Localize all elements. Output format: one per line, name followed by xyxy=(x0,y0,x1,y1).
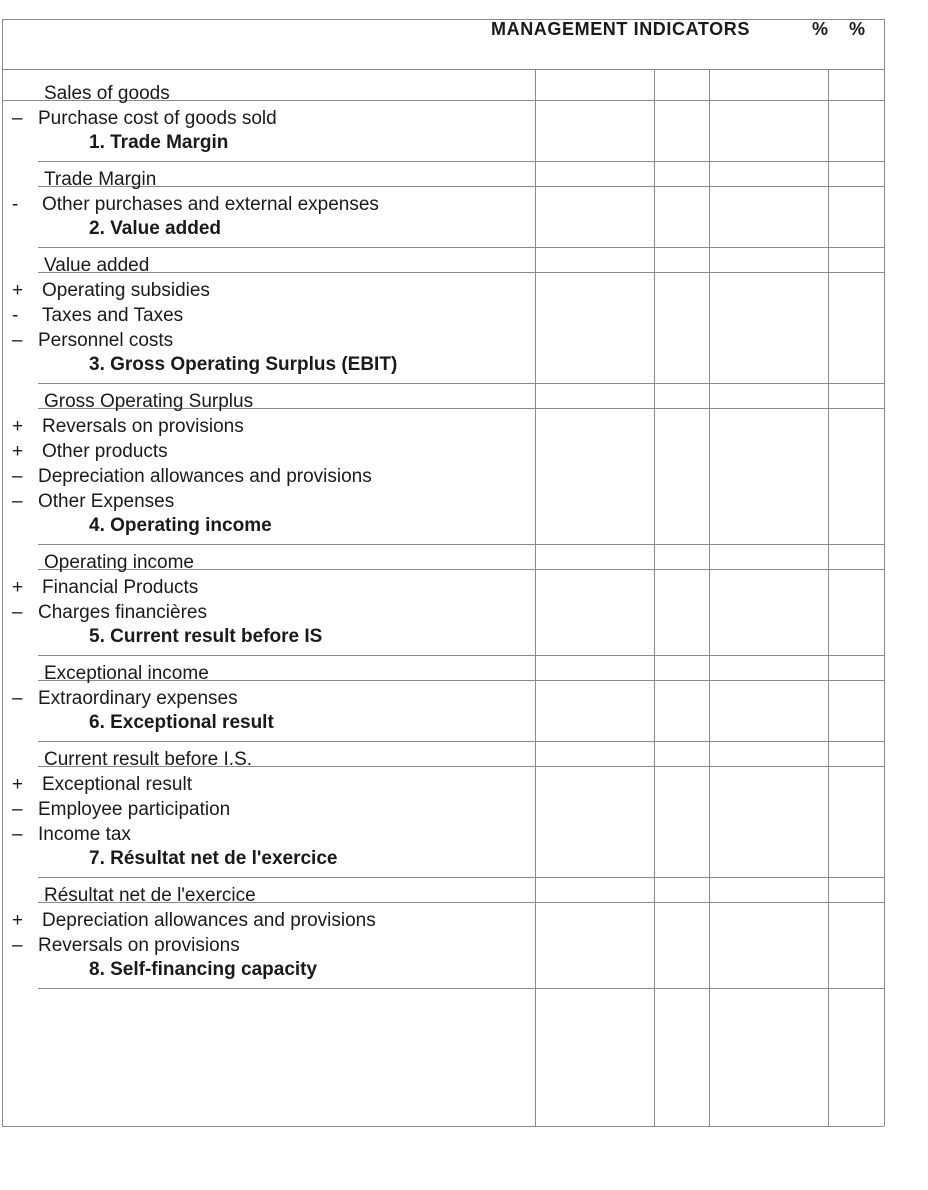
column-divider-1 xyxy=(535,69,536,1126)
table-top-border xyxy=(2,19,884,20)
line-label: Reversals on provisions xyxy=(42,416,244,437)
line-label: Sales of goods xyxy=(44,83,170,104)
line-sign: – xyxy=(12,108,23,129)
section-result-1: 1. Trade Margin xyxy=(89,132,229,153)
section-3-carry-line xyxy=(38,272,884,273)
section-6-result-line xyxy=(38,741,884,742)
section-result-5: 5. Current result before IS xyxy=(89,626,323,647)
line-sign: – xyxy=(12,688,23,709)
line-label: Other purchases and external expenses xyxy=(42,194,379,215)
line-label: Reversals on provisions xyxy=(38,935,240,956)
line-sign: + xyxy=(12,577,24,598)
line-label: Extraordinary expenses xyxy=(38,688,238,709)
section-5-result-line xyxy=(38,655,884,656)
section-result-3: 3. Gross Operating Surplus (EBIT) xyxy=(89,354,398,375)
table-bottom-border xyxy=(2,1126,884,1127)
section-8-result-line xyxy=(38,988,884,989)
column-divider-4 xyxy=(828,69,829,1126)
line-label: Exceptional income xyxy=(44,663,209,684)
table-left-border xyxy=(2,19,3,1126)
line-label: Operating income xyxy=(44,552,194,573)
section-2-result-line xyxy=(38,247,884,248)
line-label: Operating subsidies xyxy=(42,280,210,301)
section-result-6: 6. Exceptional result xyxy=(89,712,274,733)
line-label: Current result before I.S. xyxy=(44,749,253,770)
column-divider-2 xyxy=(654,69,655,1126)
section-result-4: 4. Operating income xyxy=(89,515,272,536)
line-sign: – xyxy=(12,491,23,512)
line-sign: + xyxy=(12,441,24,462)
line-label: Financial Products xyxy=(42,577,199,598)
line-label: Other products xyxy=(42,441,168,462)
line-sign: + xyxy=(12,280,24,301)
line-label: Income tax xyxy=(38,824,131,845)
line-sign: + xyxy=(12,910,24,931)
section-2-carry-line xyxy=(38,186,884,187)
line-sign: - xyxy=(12,305,19,326)
section-result-8: 8. Self-financing capacity xyxy=(89,959,318,980)
section-result-2: 2. Value added xyxy=(89,218,221,239)
section-7-result-line xyxy=(38,877,884,878)
line-label: Depreciation allowances and provisions xyxy=(38,466,372,487)
line-label: Charges financières xyxy=(38,602,207,623)
line-label: Depreciation allowances and provisions xyxy=(42,910,376,931)
percent-header-2: % xyxy=(849,19,866,39)
column-divider-3 xyxy=(709,69,710,1126)
percent-header-1: % xyxy=(812,19,829,39)
line-sign: – xyxy=(12,935,23,956)
line-sign: – xyxy=(12,466,23,487)
sheet-title: MANAGEMENT INDICATORS xyxy=(491,19,750,39)
line-sign: + xyxy=(12,774,24,795)
line-label: Gross Operating Surplus xyxy=(44,391,254,412)
section-result-7: 7. Résultat net de l'exercice xyxy=(89,848,338,869)
line-sign: – xyxy=(12,799,23,820)
section-3-result-line xyxy=(38,383,884,384)
line-label: Exceptional result xyxy=(42,774,192,795)
section-1-result-line xyxy=(38,161,884,162)
section-4-result-line xyxy=(38,544,884,545)
line-label: Value added xyxy=(44,255,150,276)
header-bottom-border xyxy=(2,69,884,70)
line-label: Employee participation xyxy=(38,799,231,820)
line-sign: – xyxy=(12,602,23,623)
line-sign: – xyxy=(12,330,23,351)
line-label: Trade Margin xyxy=(44,169,157,190)
line-sign: - xyxy=(12,194,19,215)
line-label: Purchase cost of goods sold xyxy=(38,108,277,129)
line-label: Personnel costs xyxy=(38,330,174,351)
table-right-border xyxy=(884,19,885,1126)
line-label: Résultat net de l'exercice xyxy=(44,885,256,906)
line-sign: + xyxy=(12,416,24,437)
line-label: Other Expenses xyxy=(38,491,175,512)
line-sign: – xyxy=(12,824,23,845)
line-label: Taxes and Taxes xyxy=(42,305,184,326)
